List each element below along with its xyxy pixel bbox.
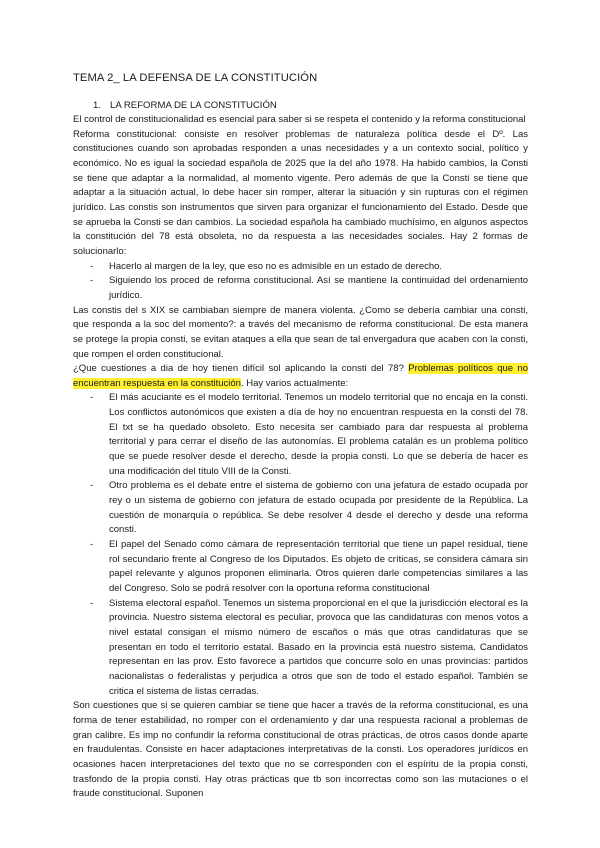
list-marker: -: [90, 260, 94, 272]
section-heading: [93, 100, 277, 111]
list-item-text: Hacerlo al margen de la ley, que eso no es admisible en un estado de derecho.: [109, 260, 443, 272]
paragraph-cuestiones: [73, 362, 528, 391]
list-marker: -: [90, 392, 94, 404]
list-item: [73, 597, 528, 700]
cuestiones-outro: . Hay varios actualmente:: [240, 377, 349, 389]
paragraph-siglo-xix: Las constis del s XIX se cambiaban siempre de manera violenta. ¿Como se debería cambiar una consti, que responda a la soc del momento?: a través del mecanismo de reforma constitucional. De esta manera se protege la propia consti, se evitan ataques a ella que sean de tal envergadura que acaben con la consti, que rompen el orden constitucional.: [73, 304, 528, 360]
document-body: [73, 113, 528, 802]
list-item-text: Siguiendo los proced de reforma constitucional. Así se mantiene la continuidad del ordenamiento jurídico.: [109, 275, 528, 301]
solutions-list: [73, 260, 528, 304]
section-heading-text: LA REFORMA DE LA CONSTITUCIÓN: [110, 100, 277, 111]
list-marker: -: [90, 275, 94, 287]
section-number: 1.: [93, 100, 102, 111]
list-marker: -: [90, 539, 94, 551]
paragraph-reforma: Reforma constitucional: consiste en resolver problemas de naturaleza política desde el Dº. Las constituciones cuando son aprobadas responden a unas necesidades y a un contexto social, político y económico. No es igual la sociedad española de 2025 que la del año 1978. Ha habido cambios, la Consti se tiene que adaptar a la normalidad, al momento vigente. Pero además de que la Consti se tiene que adaptar a la situación actual, lo debe hacer sin romper, alterar la situación y sin rupturas con el régimen jurídico. Las constis son instrumentos que sirven para organizar el funcionamiento del Estado. Desde que se aprueba la Consti se dan cambios. La sociedad española ha cambiado muchísimo, en algunos aspectos la constitución del 78 está obsoleta, no da respuesta a las necesidades sociales. Hay 2 formas de solucionarlo:: [73, 128, 528, 257]
document-title: TEMA 2_ LA DEFENSA DE LA CONSTITUCIÓN: [73, 72, 318, 84]
list-item: [73, 391, 528, 479]
list-item-text: Otro problema es el debate entre el sistema de gobierno con una jefatura de estado ocupada por rey o un sistema de gobierno con jefatura de estado ocupada por presidente de la República. La cuestión de monarquía o república. Se debe resolver 4 desde el derecho y desde una reforma consti.: [109, 480, 528, 536]
paragraph-conclusion: Son cuestiones que si se quieren cambiar se tiene que hacer a través de la reforma constitucional, es una forma de tener estabilidad, no romper con el ordenamiento y dar una respuesta racional a problemas de gran calibre. Es imp no confundir la reforma constitucional de otras prácticas, de otros casos donde aparte en fraudulentas. Consiste en hacer adaptaciones interpretativas de la consti. Los operadores jurídicos en ocasiones hacen interpretaciones del texto que no se corresponden con el espíritu de la propia consti, trasfondo de la propia consti. Hay otras prácticas que tb son incorrectas como son las mutaciones o el fraude constitucional. Suponen: [73, 700, 528, 800]
list-item-text: Sistema electoral español. Tenemos un sistema proporcional en el que la jurisdicción electoral es la provincia. Nuestro sistema electoral es peculiar, provoca que las candidaturas con menos votos a nivel estatal consigan el mismo número de escaños o más que otras candidaturas que se presentan en todo el territorio estatal. Basado en la provincia está nuestro sistema. Candidatos representan en las prov. Esto favorece a partidos que concurre solo en unas provincias: partidos nacionalistas o federalistas y perjudica a otros que son de todo el estado español. También se critica el sistema de listas cerradas.: [109, 597, 528, 697]
list-marker: -: [90, 597, 94, 609]
cuestiones-intro: ¿Que cuestiones a dia de hoy tienen difícil sol aplicando la consti del 78?: [73, 363, 409, 375]
list-item: [73, 479, 528, 538]
list-item: [73, 274, 528, 303]
list-item-text: El papel del Senado como cámara de representación territorial que tiene un papel residual, tiene rol secundario frente al Congreso de los Diputados. Es objeto de críticas, se considera cámara sin papel relevante y algunos proponen eliminarla. Otros quieren darle competencias similares a las del Congreso. Solo se podrá resolver con la oportuna reforma constitucional: [109, 539, 528, 594]
list-marker: -: [90, 480, 94, 492]
problems-list: [73, 391, 528, 699]
list-item: [73, 538, 528, 597]
paragraph-intro: El control de constitucionalidad es esencial para saber si se respeta el contenido y la reforma constitucional: [73, 114, 526, 125]
highlighted-text: Problemas políticos que no encuentran respuesta en la constitución: [73, 363, 529, 389]
list-item: [73, 260, 528, 275]
list-item-text: El más acuciante es el modelo territorial. Tenemos un modelo territorial que no encaja en la consti. Los conflictos autonómicos que existen a día de hoy no encuentran respuesta en la consti del 78. El txt se ha quedado obsoleto. Esto necesita ser cambiado para dar respuesta al problema territorial y para cerrar el diseño de las autonomías. El problema catalán es un problema político que se puede resolver desde el derecho, desde la propia consti. Lo que se debería de hacer es una modificación del título VIII de la Consti.: [109, 392, 528, 477]
